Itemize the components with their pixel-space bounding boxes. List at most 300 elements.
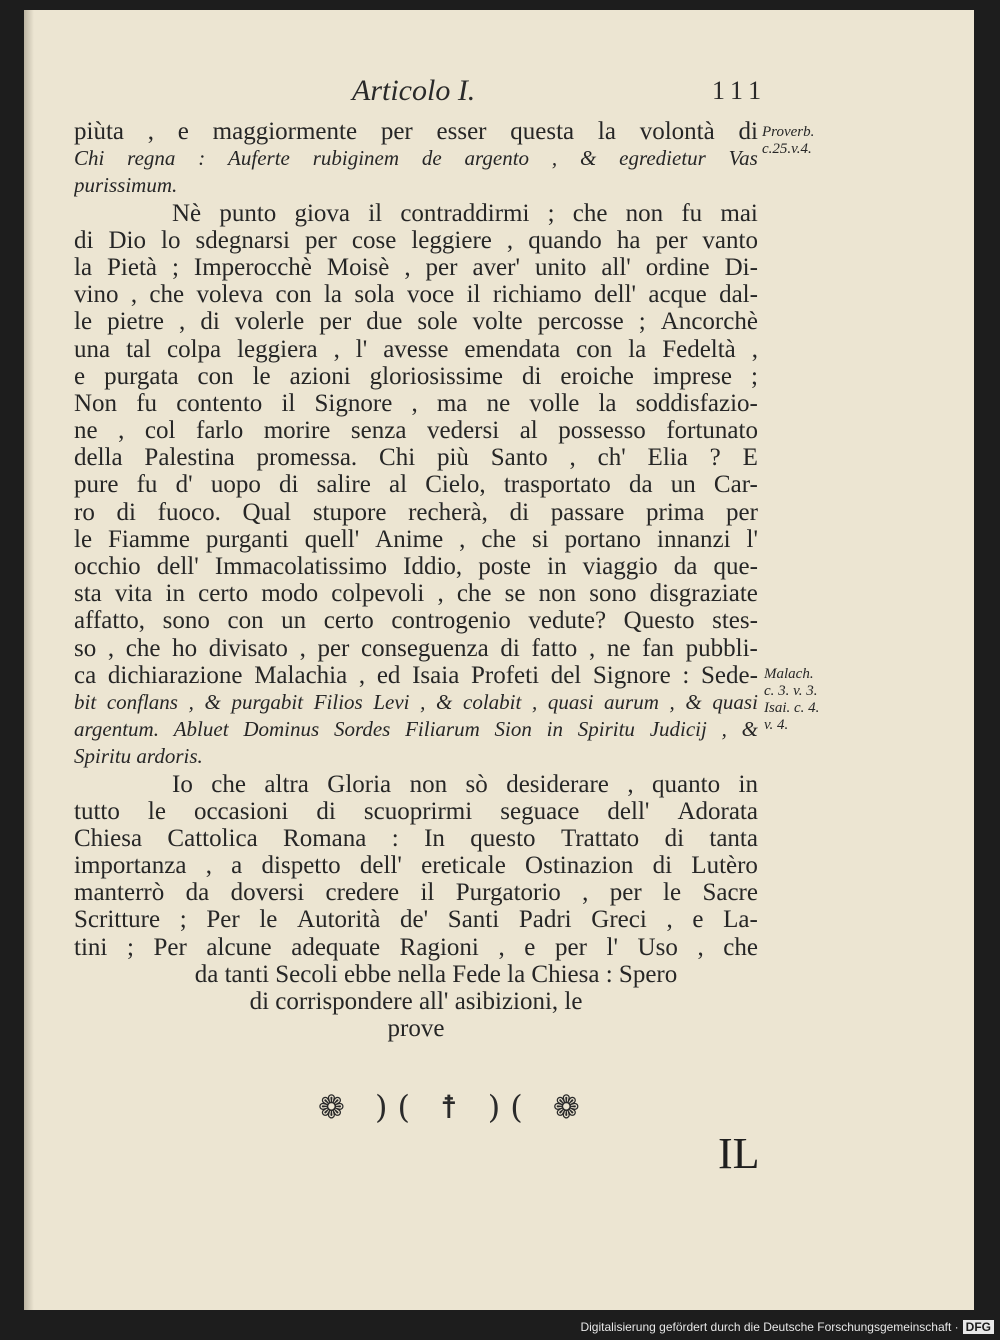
word: , bbox=[751, 335, 758, 363]
margin-note-malach: Malach. c. 3. v. 3. Isai. c. 4. v. 4. bbox=[764, 666, 820, 733]
word: purgata bbox=[104, 362, 179, 390]
word: dell' bbox=[594, 281, 637, 309]
word: , bbox=[569, 444, 576, 472]
word: di bbox=[200, 308, 220, 336]
text-line bbox=[74, 118, 758, 145]
word: Cielo, bbox=[425, 471, 486, 499]
word: desiderare bbox=[506, 770, 609, 798]
text-line-tapered: di corrispondere all' asibizioni, le bbox=[249, 988, 583, 1015]
word: Santi bbox=[447, 906, 500, 934]
word: alcune bbox=[206, 933, 272, 961]
word: con bbox=[197, 362, 234, 390]
word: ; bbox=[171, 253, 179, 281]
word: la bbox=[74, 253, 93, 281]
word: dichiarazione bbox=[107, 661, 243, 689]
word: altra bbox=[264, 770, 309, 798]
word: dell' bbox=[156, 553, 199, 580]
word: regna bbox=[127, 146, 176, 171]
text-line bbox=[74, 471, 758, 498]
word: Filios bbox=[313, 689, 363, 714]
word: Isaia bbox=[412, 661, 460, 689]
word: Levi bbox=[373, 689, 410, 714]
word: volte bbox=[472, 308, 523, 336]
word: leggiera bbox=[237, 335, 318, 363]
word: , bbox=[411, 389, 418, 417]
word: ereticale bbox=[421, 852, 506, 880]
word: , bbox=[721, 717, 727, 742]
word: Signore bbox=[592, 661, 671, 689]
word: , bbox=[666, 906, 673, 934]
word: Questo bbox=[623, 607, 695, 635]
word: Ancorchè bbox=[660, 308, 758, 336]
word: aurum bbox=[604, 689, 659, 714]
word: conseguenza bbox=[361, 634, 489, 662]
word: , bbox=[188, 689, 194, 714]
word: Adorata bbox=[677, 797, 758, 825]
word: di bbox=[74, 226, 94, 254]
word: Immacolatissimo bbox=[214, 553, 388, 580]
word: seguace bbox=[500, 797, 580, 825]
word: si bbox=[532, 525, 549, 553]
word: non bbox=[625, 199, 664, 227]
word: : bbox=[391, 824, 399, 852]
text-line bbox=[74, 499, 758, 526]
paragraph-start-line bbox=[74, 771, 758, 798]
word: vino bbox=[74, 281, 119, 309]
word: un bbox=[670, 471, 696, 499]
word: ; bbox=[638, 308, 646, 336]
word: , bbox=[532, 689, 538, 714]
word: di bbox=[279, 471, 299, 499]
word: dell' bbox=[359, 852, 402, 880]
word: di bbox=[116, 498, 136, 526]
word: Pietà bbox=[107, 253, 158, 281]
word: il bbox=[420, 879, 435, 907]
word: per bbox=[425, 253, 458, 281]
word: questa bbox=[510, 118, 575, 145]
word: Lutèro bbox=[691, 852, 758, 880]
word: maggiormente bbox=[212, 118, 358, 145]
word: contento bbox=[176, 389, 263, 417]
word: Dio bbox=[108, 226, 146, 254]
word: a bbox=[231, 852, 243, 880]
word: , bbox=[404, 253, 411, 281]
catchword: IL bbox=[718, 1129, 760, 1178]
word: , bbox=[333, 335, 340, 363]
word: ; bbox=[126, 933, 134, 961]
word: per bbox=[304, 226, 337, 254]
word: , bbox=[669, 689, 675, 714]
word: vedersi bbox=[426, 417, 500, 445]
word: di bbox=[316, 797, 336, 825]
word: Spiritu bbox=[577, 717, 635, 742]
word: ca bbox=[74, 661, 97, 689]
word: Dominus bbox=[243, 717, 320, 742]
text-line-latin bbox=[74, 145, 758, 172]
word: stupore bbox=[312, 498, 387, 526]
word: vanto bbox=[702, 226, 758, 254]
word: credere bbox=[325, 879, 400, 907]
word: vedute? bbox=[528, 607, 607, 635]
word: Moisè bbox=[326, 253, 390, 281]
word: pietre bbox=[107, 308, 164, 336]
digitization-footer: Digitalisierung gefördert durch die Deutsche Forschungsgemeinschaft · DFG bbox=[580, 1320, 994, 1334]
word: E bbox=[742, 444, 758, 472]
text-line bbox=[74, 254, 758, 281]
text-line bbox=[74, 336, 758, 363]
word: , bbox=[179, 308, 186, 336]
word: Purgatorio bbox=[455, 879, 561, 907]
text-line bbox=[74, 444, 758, 471]
word: all' bbox=[601, 253, 631, 281]
text-line bbox=[74, 607, 758, 634]
text-line bbox=[74, 662, 758, 689]
word: prima bbox=[646, 498, 705, 526]
word: quasi bbox=[547, 689, 594, 714]
text-line-tapered: prove bbox=[387, 1015, 445, 1043]
word: non bbox=[538, 580, 577, 608]
word: sole bbox=[417, 308, 458, 336]
word: portano bbox=[564, 525, 642, 553]
word: Chiesa bbox=[74, 824, 143, 852]
word: sò bbox=[465, 770, 488, 798]
word: La- bbox=[723, 906, 758, 934]
word: de bbox=[421, 146, 442, 171]
word: imprese bbox=[652, 362, 732, 390]
word: bit bbox=[74, 689, 97, 714]
text-line-latin bbox=[74, 716, 758, 743]
word: Uso bbox=[637, 933, 678, 961]
word: Filiarum bbox=[405, 717, 480, 742]
word: Sordes bbox=[333, 717, 391, 742]
word: certo bbox=[198, 580, 249, 608]
word: fatto bbox=[531, 634, 578, 662]
word: che bbox=[125, 634, 161, 662]
word: al bbox=[388, 471, 408, 499]
tailpiece-ornament: ❁ )( ☨ )( ❁ bbox=[318, 1088, 590, 1126]
word: voce bbox=[407, 281, 455, 309]
page-number: 111 bbox=[712, 76, 768, 105]
running-head-title: Articolo I. bbox=[352, 74, 476, 107]
word: lo bbox=[161, 226, 181, 254]
word: de' bbox=[400, 906, 429, 934]
word: questo bbox=[470, 824, 536, 852]
word: Imperocchè bbox=[193, 253, 312, 281]
text-line bbox=[74, 825, 758, 852]
word: purganti bbox=[205, 525, 289, 553]
word: argentum. bbox=[74, 717, 159, 742]
word: , bbox=[697, 933, 704, 961]
word: per bbox=[609, 879, 642, 907]
word: sdegnarsi bbox=[195, 226, 290, 254]
word: ne bbox=[486, 389, 511, 417]
word: fu bbox=[136, 471, 158, 499]
word: Nè bbox=[172, 199, 202, 227]
word: ho bbox=[172, 634, 198, 662]
word: pure bbox=[74, 471, 119, 499]
word: morire bbox=[263, 417, 331, 445]
word: eroiche bbox=[560, 362, 634, 390]
word: , bbox=[130, 281, 138, 309]
word: Cattolica bbox=[167, 824, 258, 852]
word: Iddio, bbox=[403, 553, 463, 580]
word: sta bbox=[74, 580, 102, 608]
word: che bbox=[723, 933, 758, 961]
word: so bbox=[74, 634, 97, 662]
text-line-latin bbox=[74, 689, 758, 716]
word: in bbox=[547, 553, 567, 580]
word: non bbox=[409, 770, 448, 798]
word: se bbox=[504, 580, 526, 608]
word: volontà bbox=[639, 118, 715, 145]
word: che bbox=[456, 580, 492, 608]
word: , bbox=[551, 146, 558, 171]
word: e bbox=[177, 118, 189, 145]
word: passare bbox=[550, 498, 625, 526]
word: colabit bbox=[463, 689, 522, 714]
word: Abluet bbox=[173, 717, 229, 742]
word: dispetto bbox=[261, 852, 341, 880]
word: acque bbox=[648, 281, 707, 309]
word: mai bbox=[720, 199, 758, 227]
word: controgenio bbox=[391, 607, 511, 635]
dfg-logo: DFG bbox=[963, 1320, 994, 1334]
text-line bbox=[74, 852, 758, 879]
word: giova bbox=[294, 199, 351, 227]
word: ? bbox=[709, 444, 721, 472]
text-line bbox=[74, 281, 758, 308]
word: Ragioni bbox=[399, 933, 479, 961]
word: con bbox=[275, 281, 312, 309]
word: modo bbox=[261, 580, 319, 608]
text-line bbox=[74, 906, 758, 933]
word: Non bbox=[74, 389, 118, 417]
word: fuoco. bbox=[157, 498, 221, 526]
word: le bbox=[252, 362, 271, 390]
word: & bbox=[579, 146, 597, 171]
word: ro bbox=[74, 498, 95, 526]
word: per bbox=[317, 634, 350, 662]
word: , bbox=[118, 417, 125, 445]
word: ch' bbox=[597, 444, 626, 472]
word: percosse bbox=[537, 308, 624, 336]
word: purgabit bbox=[231, 689, 304, 714]
word: & bbox=[685, 689, 702, 714]
word: , bbox=[147, 118, 155, 145]
word: In bbox=[424, 824, 445, 852]
word: vita bbox=[114, 580, 153, 608]
word: stes- bbox=[712, 607, 758, 635]
word: per bbox=[554, 933, 587, 961]
word: l' bbox=[355, 335, 368, 363]
word: che bbox=[211, 770, 246, 798]
word: Di- bbox=[724, 253, 758, 281]
word: tutto bbox=[74, 797, 120, 825]
word: & bbox=[741, 717, 758, 742]
word: leggiere bbox=[411, 226, 492, 254]
word: sono bbox=[162, 607, 210, 635]
word: soddisfazio- bbox=[635, 389, 758, 417]
word: quando bbox=[528, 226, 602, 254]
word: farlo bbox=[196, 417, 244, 445]
word: la bbox=[597, 118, 616, 145]
word: dal- bbox=[719, 281, 758, 309]
word: adequate bbox=[291, 933, 381, 961]
text-line bbox=[74, 308, 758, 335]
word: affatto, bbox=[74, 607, 146, 635]
word: Qual bbox=[242, 498, 292, 526]
word: piùta bbox=[74, 118, 124, 145]
word: Sede- bbox=[700, 661, 758, 689]
text-line bbox=[74, 363, 758, 390]
word: , bbox=[627, 770, 634, 798]
word: poste bbox=[478, 553, 532, 580]
word: per bbox=[655, 226, 688, 254]
word: che bbox=[149, 281, 185, 309]
word: occhio bbox=[74, 553, 141, 580]
word: , bbox=[588, 634, 596, 662]
text-line bbox=[74, 417, 758, 444]
word: colpa bbox=[167, 335, 222, 363]
word: que- bbox=[713, 553, 758, 580]
word: sola bbox=[354, 281, 395, 309]
word: da bbox=[185, 879, 210, 907]
word: Fedeltà bbox=[662, 335, 736, 363]
word: Car- bbox=[713, 471, 758, 499]
word: importanza bbox=[74, 852, 187, 880]
word: occasioni bbox=[193, 797, 289, 825]
word: per bbox=[726, 498, 758, 526]
word: da bbox=[628, 471, 653, 499]
word: ; bbox=[750, 362, 758, 390]
word: fan bbox=[642, 634, 674, 662]
word: Sacre bbox=[702, 879, 758, 907]
word: Io bbox=[172, 770, 193, 798]
word: possesso bbox=[558, 417, 646, 445]
word: in bbox=[546, 717, 563, 742]
word: col bbox=[144, 417, 176, 445]
word: la bbox=[323, 281, 342, 309]
word: pubbli- bbox=[685, 634, 758, 662]
word: contraddirmi bbox=[400, 199, 530, 227]
word: le bbox=[147, 797, 166, 825]
word: divisato bbox=[208, 634, 288, 662]
word: colpevoli bbox=[331, 580, 425, 608]
word: Scritture bbox=[74, 906, 161, 934]
word: le bbox=[663, 879, 682, 907]
word: di bbox=[500, 634, 520, 662]
word: , bbox=[437, 580, 444, 608]
text-line bbox=[74, 553, 758, 580]
word: Signore bbox=[314, 389, 393, 417]
word: , bbox=[582, 879, 589, 907]
word: ordine bbox=[645, 253, 710, 281]
word: tal bbox=[126, 335, 152, 363]
word: della bbox=[74, 444, 123, 472]
text-line bbox=[74, 526, 758, 553]
word: innanzi bbox=[657, 525, 731, 553]
word: uopo bbox=[210, 471, 261, 499]
word: di bbox=[521, 362, 542, 390]
word: di bbox=[652, 852, 673, 880]
word: unito bbox=[534, 253, 587, 281]
word: il bbox=[281, 389, 296, 417]
word: : bbox=[198, 146, 206, 171]
word: più bbox=[436, 444, 469, 472]
text-line bbox=[74, 934, 758, 961]
word: salire bbox=[316, 471, 371, 499]
word: dell' bbox=[607, 797, 650, 825]
word: trasportato bbox=[503, 471, 611, 499]
word: volle bbox=[529, 389, 580, 417]
text-line-tapered: da tanti Secoli ebbe nella Fede la Chiesa : Spero bbox=[194, 960, 678, 988]
word: punto bbox=[219, 199, 277, 227]
word: fortunato bbox=[666, 417, 758, 445]
word: ; bbox=[179, 906, 187, 934]
word: di bbox=[509, 498, 530, 526]
word: che bbox=[481, 525, 517, 553]
margin-note-proverb: Proverb. c.25.v.4. bbox=[762, 124, 815, 157]
word: egredietur bbox=[619, 146, 706, 171]
word: sono bbox=[589, 580, 637, 608]
word: rubiginem bbox=[312, 146, 400, 171]
word: e bbox=[692, 906, 704, 934]
word: recherà, bbox=[408, 498, 488, 526]
word: di bbox=[738, 118, 758, 145]
word: del bbox=[550, 661, 582, 689]
word: Malachia bbox=[254, 661, 348, 689]
word: Per bbox=[206, 906, 240, 934]
word: due bbox=[366, 308, 403, 336]
word: argento bbox=[464, 146, 530, 171]
word: da bbox=[673, 553, 698, 580]
word: , bbox=[420, 689, 426, 714]
word: esser bbox=[436, 118, 487, 145]
word: d' bbox=[175, 471, 193, 499]
word: , bbox=[498, 933, 505, 961]
word: certo bbox=[323, 607, 374, 635]
word: viaggio bbox=[582, 553, 658, 580]
word: Sion bbox=[494, 717, 532, 742]
word: Profeti bbox=[470, 661, 540, 689]
word: ma bbox=[436, 389, 468, 417]
word: e bbox=[74, 362, 86, 390]
text-line bbox=[74, 798, 758, 825]
word: fu bbox=[681, 199, 703, 227]
word: Romana bbox=[283, 824, 367, 852]
word: Trattato bbox=[560, 824, 640, 852]
word: per bbox=[380, 118, 413, 145]
word: con bbox=[227, 607, 264, 635]
word: l' bbox=[606, 933, 618, 961]
word: , bbox=[107, 634, 115, 662]
word: le bbox=[259, 906, 278, 934]
word: Gloria bbox=[327, 770, 392, 798]
word: conflans bbox=[106, 689, 178, 714]
paragraph-start-line bbox=[74, 200, 758, 227]
word: azioni bbox=[289, 362, 351, 390]
word: richiamo bbox=[492, 281, 582, 309]
word: , bbox=[459, 525, 466, 553]
word: tini bbox=[74, 933, 108, 961]
word: fu bbox=[136, 389, 158, 417]
word: , bbox=[205, 852, 212, 880]
page-body-text bbox=[74, 118, 758, 1042]
word: Per bbox=[153, 933, 187, 961]
word: & bbox=[204, 689, 221, 714]
word: quanto bbox=[652, 770, 721, 798]
word: ha bbox=[616, 226, 641, 254]
